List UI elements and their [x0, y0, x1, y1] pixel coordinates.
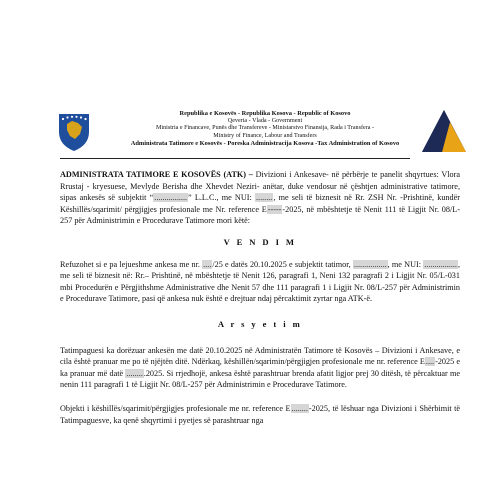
- atk-logo-icon: [420, 108, 468, 156]
- arsyetim-paragraph-2: Objekti i këshillës/sqarimit/përgjigjes profesionale me nr. reference E........-2025, të lëshuar nga Divizioni i Shërbimit të Tatimpaguesve, ka qenë shqyrtimi i pyetjes së parashtruar nga: [60, 403, 460, 425]
- intro-paragraph: ADMINISTRATA TATIMORE E KOSOVËS (ATK) – Divizioni i Ankesave- në përbërje te panelit shqyrtues: Vlora Rrustaj - kryesuese, Mevlyde Berisha dhe Xhevdet Neziri- anëtar, duke vendosur në çështjen administrative tatimore, sipas ankesës së subjektit “................” L.L.C., me NUI: ........, me seli të biznesit në Rr. ZSH Nr. -Prishtinë, kundër Këshillës/sqarimit/ përgjigjes profesionale me Nr. reference E------2025, në mbështetje të Nenit 111 të Ligjit Nr. 08/L-257 për Administrimin e Procedurave Tatimore mori këtë:: [60, 170, 460, 226]
- header-line-3: Ministria e Financave, Punës dhe Transfereve - Ministarstvo Finansija, Rada i Transfera -: [156, 125, 374, 132]
- redacted-field: ....: [203, 259, 212, 269]
- arsyetim-paragraph-1: Tatimpaguesi ka dorëzuar ankesën me datë 20.10.2025 në Administratën Tatimore të Kosovës – Divizioni i Ankesave, e cila është pranuar me po të njëjtën ditë. Ndërkaq, këshillën/sqarimin/përgjigjen profesionale me nr. reference E....-2025 e ka pranuar më datë .........2025. Si rrjedhojë, ankesa është parashtruar brenda afatit ligjor prej 30 ditësh, të përcaktuar me nenin 111 paragrafi 1 të Ligjit Nr. 08/L-257 për Administrimin e Procedurave Tatimore.: [60, 345, 460, 390]
- header-line-1: Republika e Kosovës - Republika Kosova - Republic of Kosovo: [179, 110, 351, 117]
- redacted-field: -----: [267, 204, 282, 214]
- redacted-field: ....: [425, 357, 435, 367]
- redacted-field: ........: [126, 368, 143, 378]
- header-divider: [60, 158, 410, 159]
- document-body: [60, 169, 460, 426]
- header-line-4: Ministry of Finance, Labour and Transfers: [213, 132, 317, 139]
- letterhead-text: [120, 110, 410, 148]
- redacted-field: ........: [291, 403, 308, 413]
- header-line-5: Administrata Tatimore e Kosovës - Poreska Administracija Kosova -Tax Administration of Kosovo: [130, 140, 400, 148]
- redacted-field: ................: [424, 259, 457, 269]
- vendim-paragraph: Refuzohet si e pa lejueshme ankesa me nr. ..../25 e datës 20.10.2025 e subjektit tatimor, ................, me NUI: ................, me seli të biznesit në: Rr.– Prishtinë, në mbështetje të Nenit 126, paragrafi 1, Neni 132 paragrafi 2 i Ligjit Nr. 05/L-031 mbi Procedurën e Përgjithshme Administrative dhe Nenit 57 dhe 111 paragrafi 1 i Ligjit Nr. 08/L-257 për Administrimin e Procedurave Tatimore, pasi që ankesa nuk është e drejtuar ndaj përcaktimit zyrtar nga ATK-ë.: [60, 259, 461, 304]
- letterhead: [0, 0, 480, 160]
- redacted-field: ................: [154, 193, 188, 203]
- header-line-2: Qeveria - Vlada - Government: [227, 117, 303, 124]
- redacted-field: ........: [255, 193, 273, 203]
- kosovo-coat-of-arms-icon: [56, 112, 92, 152]
- vendim-heading: V E N D I M: [223, 236, 297, 247]
- atk-name: ADMINISTRATA TATIMORE E KOSOVËS (ATK) –: [60, 170, 253, 179]
- redacted-field: ................: [353, 259, 387, 269]
- arsyetim-heading: A r s y e t i m: [217, 318, 303, 329]
